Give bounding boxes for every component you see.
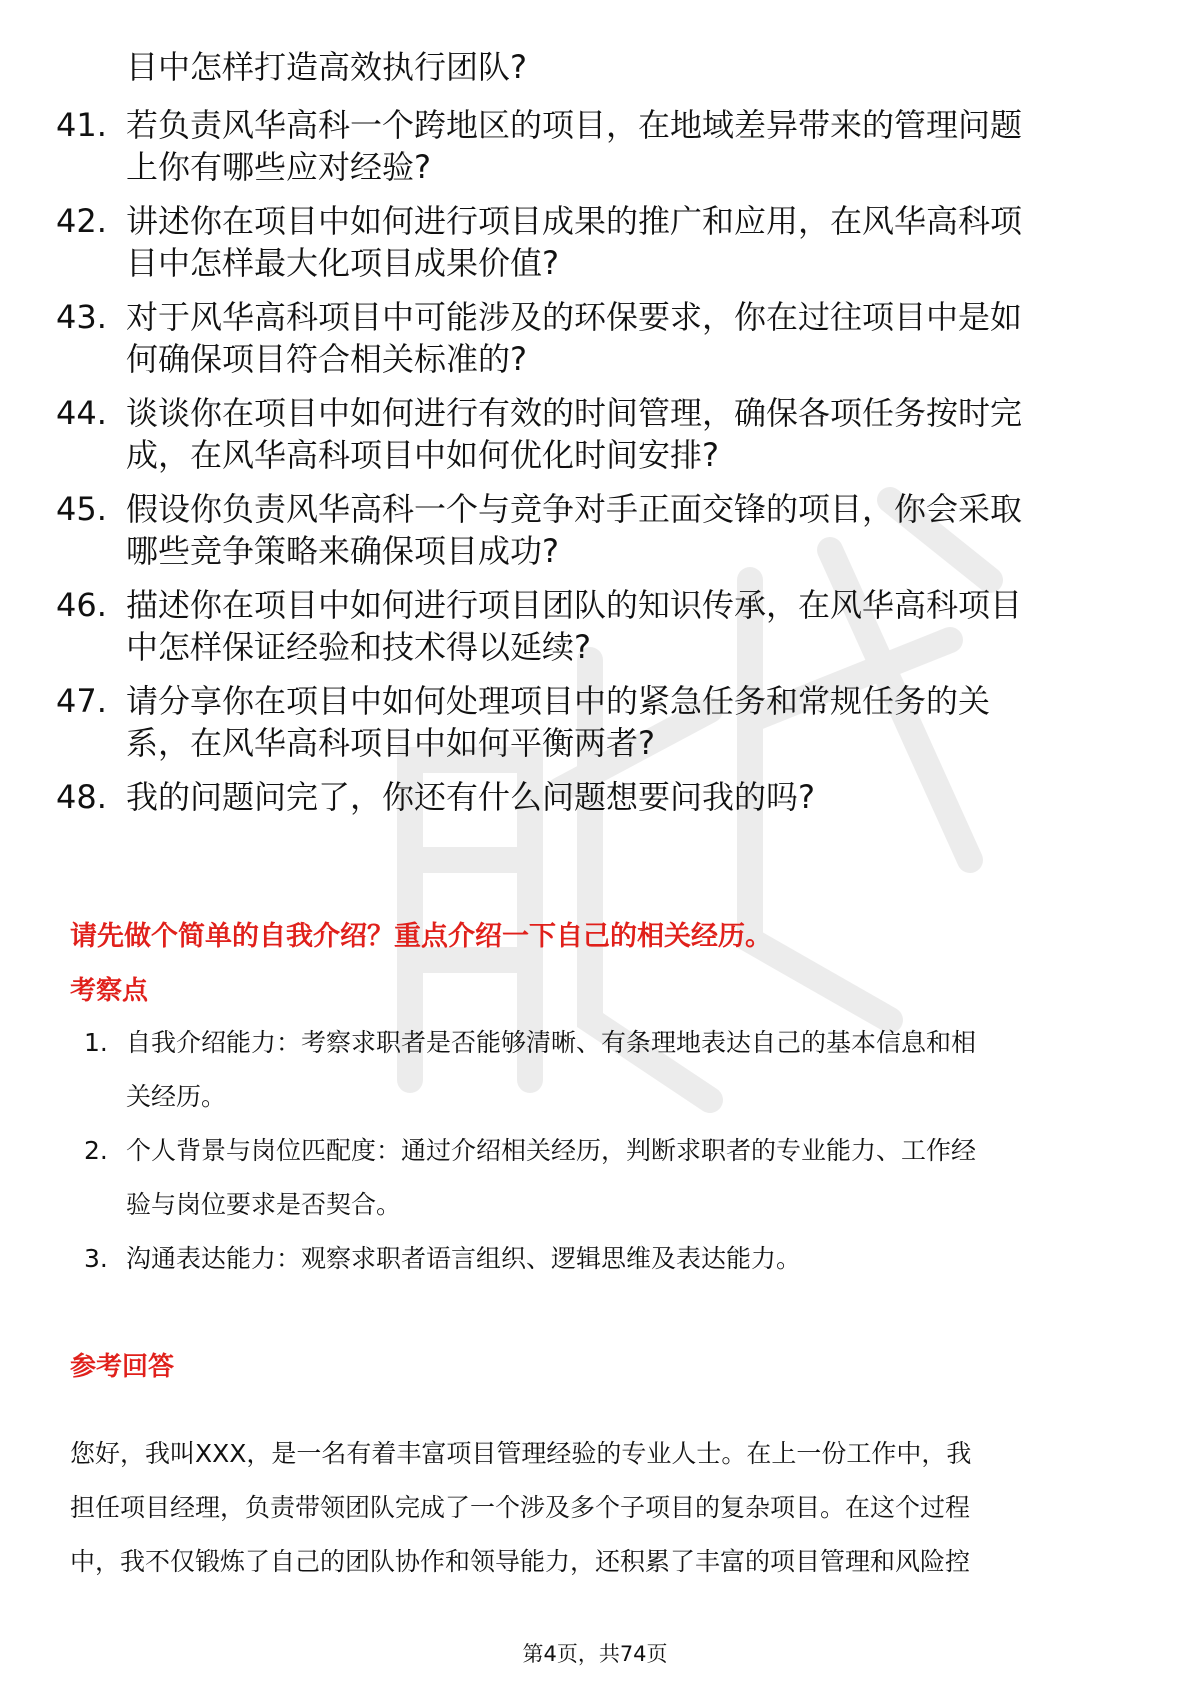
question-number: 47. xyxy=(56,682,107,720)
question-number: 46. xyxy=(56,586,107,624)
reference-heading: 参考回答 xyxy=(70,1352,175,1382)
question-text-line: 请分享你在项目中如何处理项目中的紧急任务和常规任务的关 xyxy=(126,682,991,720)
question-text-line: 我的问题问完了，你还有什么问题想要问我的吗? xyxy=(126,778,815,816)
main-question-title: 请先做个简单的自我介绍？重点介绍一下自己的相关经历。 xyxy=(70,921,772,952)
question-number: 41. xyxy=(56,106,107,144)
point-text-line: 关经历。 xyxy=(126,1082,227,1111)
question-text-line: 假设你负责风华高科一个与竞争对手正面交锋的项目，你会采取 xyxy=(126,490,1023,528)
point-text-line: 个人背景与岗位匹配度：通过介绍相关经历，判断求职者的专业能力、工作经 xyxy=(126,1136,977,1165)
point-number: 2. xyxy=(84,1136,108,1165)
question-number: 48. xyxy=(56,778,107,816)
reference-answer xyxy=(70,1427,1130,1589)
question-text-line: 讲述你在项目中如何进行项目成果的推广和应用，在风华高科项 xyxy=(126,202,1023,240)
question-text-line: 系，在风华高科项目中如何平衡两者? xyxy=(126,724,655,762)
question-text-line: 成，在风华高科项目中如何优化时间安排? xyxy=(126,436,719,474)
point-text-line: 沟通表达能力：观察求职者语言组织、逻辑思维及表达能力。 xyxy=(126,1244,802,1273)
answer-line: 担任项目经理，负责带领团队完成了一个涉及多个子项目的复杂项目。在这个过程 xyxy=(70,1493,971,1522)
question-text-line: 谈谈你在项目中如何进行有效的时间管理，确保各项任务按时完 xyxy=(126,394,1023,432)
question-number: 44. xyxy=(56,394,107,432)
point-number: 3. xyxy=(84,1244,108,1273)
question-continuation: 目中怎样打造高效执行团队? xyxy=(126,48,527,86)
answer-line: 中，我不仅锻炼了自己的团队协作和领导能力，还积累了丰富的项目管理和风险控 xyxy=(70,1547,971,1576)
question-text-line: 对于风华高科项目中可能涉及的环保要求，你在过往项目中是如 xyxy=(126,298,1023,336)
question-text-line: 描述你在项目中如何进行项目团队的知识传承，在风华高科项目 xyxy=(126,586,1023,624)
point-number: 1. xyxy=(84,1028,108,1057)
point-text-line: 验与岗位要求是否契合。 xyxy=(126,1190,402,1219)
answer-line: 您好，我叫XXX，是一名有着丰富项目管理经验的专业人士。在上一份工作中，我 xyxy=(70,1439,972,1468)
question-text-line: 目中怎样最大化项目成果价值? xyxy=(126,244,559,282)
page-footer: 第4页，共74页 xyxy=(522,1642,668,1666)
point-text-line: 自我介绍能力：考察求职者是否能够清晰、有条理地表达自己的基本信息和相 xyxy=(126,1028,977,1057)
question-text-line: 若负责风华高科一个跨地区的项目，在地域差异带来的管理问题 xyxy=(126,106,1023,144)
assessment-heading: 考察点 xyxy=(70,976,149,1006)
question-text-line: 哪些竞争策略来确保项目成功? xyxy=(126,532,559,570)
question-number: 43. xyxy=(56,298,107,336)
question-number: 42. xyxy=(56,202,107,240)
question-text-line: 何确保项目符合相关标准的? xyxy=(126,340,527,378)
question-text-line: 上你有哪些应对经验? xyxy=(126,148,431,186)
question-number: 45. xyxy=(56,490,107,528)
question-text-line: 中怎样保证经验和技术得以延续? xyxy=(126,628,591,666)
